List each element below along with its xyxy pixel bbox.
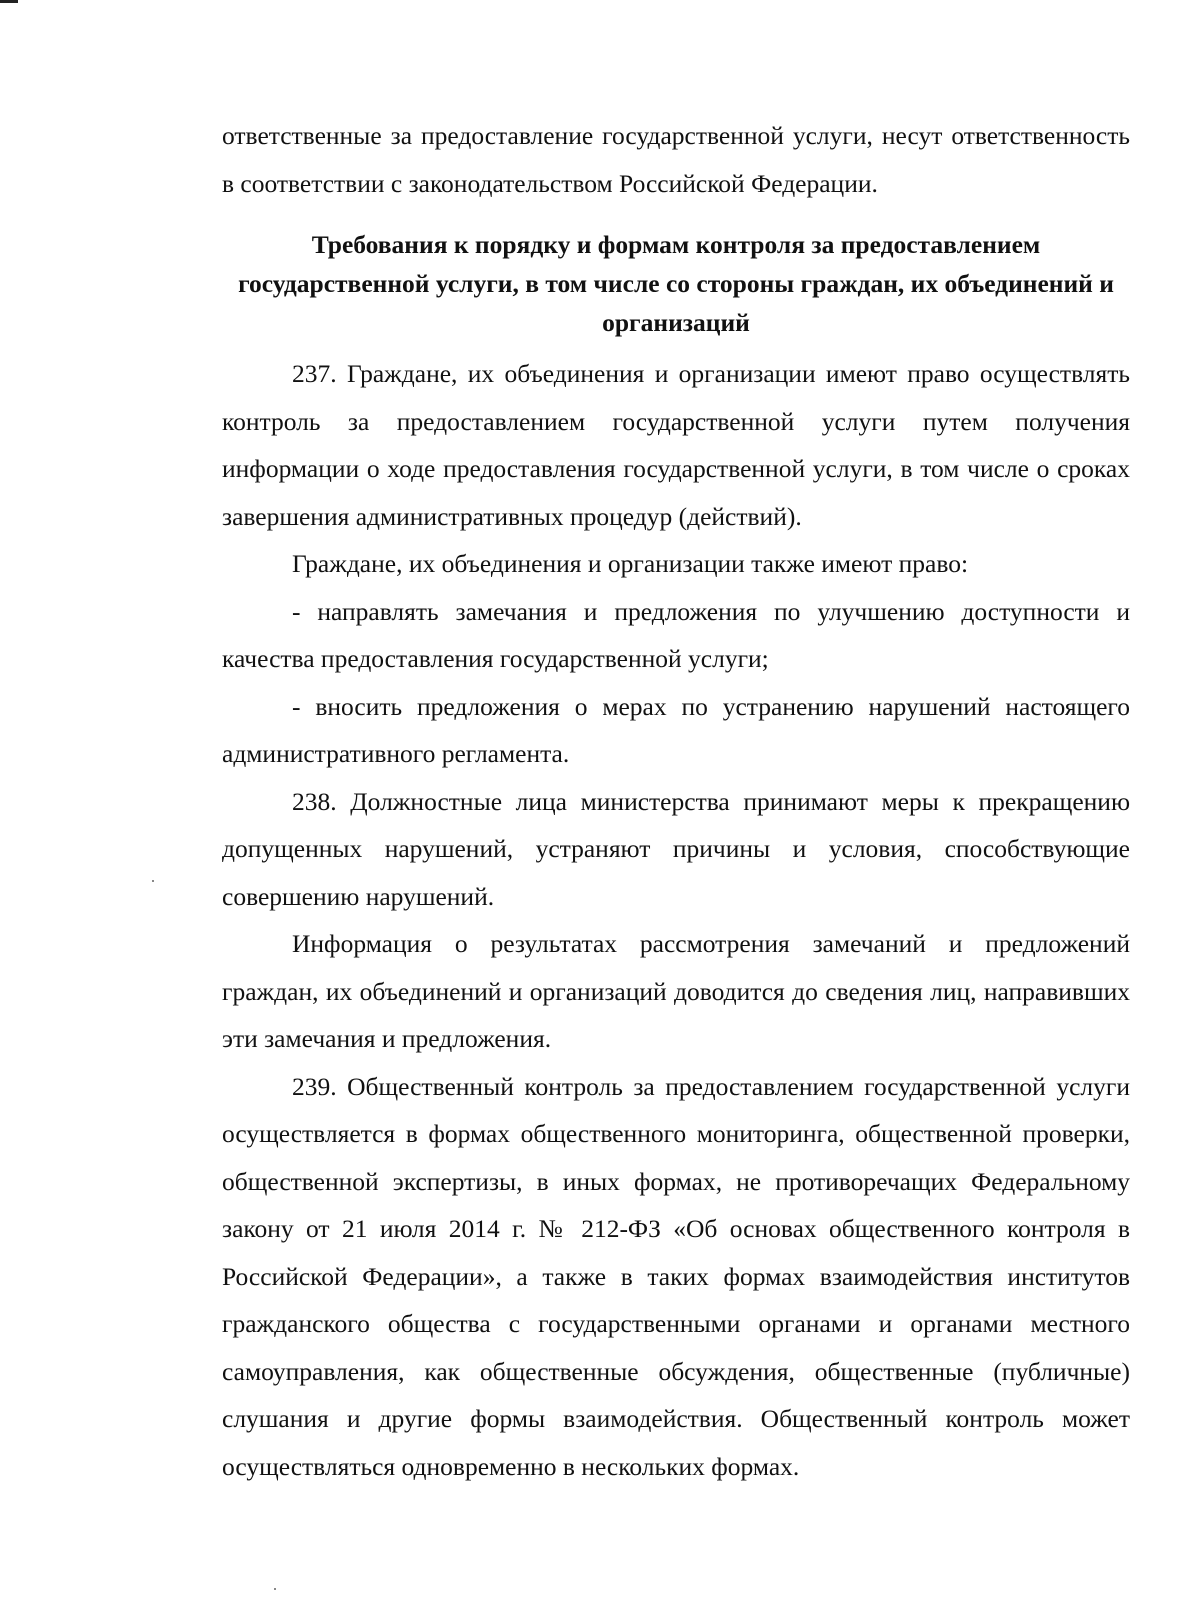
paragraph-information: Информация о результатах рассмотрения замечаний и предложений граждан, их объединений и организаций доводится до сведения лиц, направивших эти замечания и предложения. bbox=[222, 929, 1130, 1053]
paragraph-239: 239. Общественный контроль за предоставлением государственной услуги осуществляется в формах общественного мониторинга, общественной проверки, общественной экспертизы, в иных формах, не противоречащих Федеральному закону от 21 июля 2014 г. № 212-ФЗ «Об основах общественного контроля в Российской Федерации», а также в таких формах взаимодействия институтов гражданского общества с государственными органами и органами местного самоуправления, как общественные обсуждения, общественные (публичные) слушания и другие формы взаимодействия. Общественный контроль может осуществляться одновременно в нескольких формах. bbox=[222, 1071, 1130, 1481]
list-item-remarks: - направлять замечания и предложения по улучшению доступности и качества предоставления государственной услуги; bbox=[222, 596, 1130, 673]
paragraph-rights: Граждане, их объединения и организации также имеют право: bbox=[292, 549, 969, 578]
scan-speck bbox=[274, 1588, 276, 1590]
paragraph-237: 237. Граждане, их объединения и организации имеют право осуществлять контроль за предоставлением государственной услуги путем получения информации о ходе предоставления государственной услуги, в том числе о сроках завершения административных процедур (действий). bbox=[222, 359, 1130, 531]
paragraph-238: 238. Должностные лица министерства принимают меры к прекращению допущенных нарушений, устраняют причины и условия, способствующие совершению нарушений. bbox=[222, 786, 1130, 911]
document-page bbox=[222, 112, 1130, 1490]
section-heading: Требования к порядку и формам контроля за предоставлением государственной услуги, в том числе со стороны граждан, их объединений и организаций bbox=[238, 230, 1114, 337]
intro-paragraph: ответственные за предоставление государственной услуги, несут ответственность в соответствии с законодательством Российской Федерации. bbox=[222, 121, 1130, 198]
list-item-proposals: - вносить предложения о мерах по устранению нарушений настоящего административного регламента. bbox=[222, 691, 1130, 768]
scan-edge-mark bbox=[0, 0, 18, 3]
scan-speck bbox=[152, 880, 154, 882]
